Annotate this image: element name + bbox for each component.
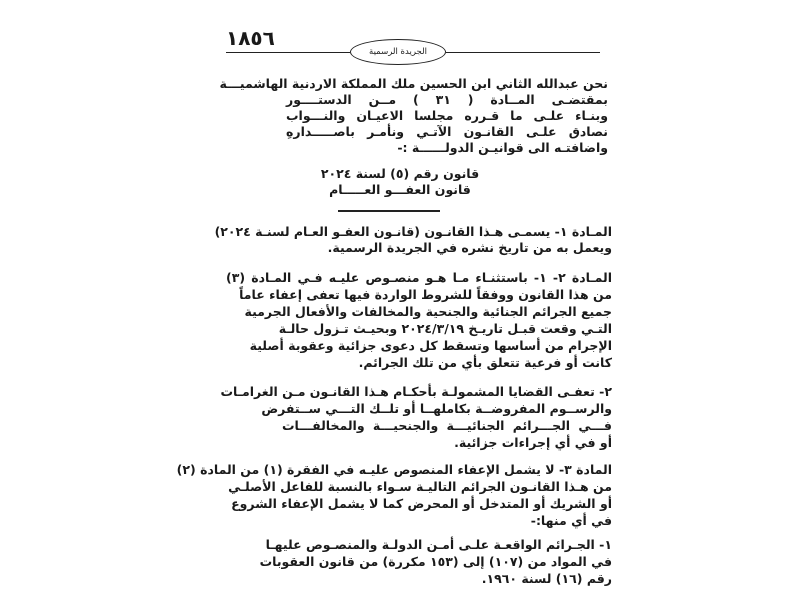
article2-para2-line: والرســوم المفروضــة بكاملهــا أو تلــك التـــي ســتفرض [261,401,612,416]
header-rule-right [446,52,600,53]
article2-line: كانت أو فرعية تتعلق بأي من تلك الجرائم. [358,355,612,370]
law-name-heading: قانون العفـــو العـــــام [329,182,471,197]
article3-line: من هـذا القانـون الجرائم التاليـة سـواء بالنسبة للفاعل الأصلـي [228,479,612,494]
article3-item1-line: رقم (١٦) لسنة ١٩٦٠. [481,571,612,586]
article2-para2-line: فـــي الجـــرائم الجنائيـــة والجنحيـــة والمخالفـــات [282,418,612,433]
article3-line: أو الشريك أو المتدخل أو المحرض كما لا يشمل الإعفاء الشروع [231,496,612,511]
article3-line: في أي منها:- [530,513,612,528]
title-divider [338,210,440,212]
preamble-line: بمقتضـى المــادة ( ٣١ ) مــن الدستــــور [286,92,608,107]
page-number: ١٨٥٦ [226,26,275,50]
article2-line: جميع الجرائم الجنائية والجنحية والمخالفات والأفعال الجرمية [244,304,612,319]
article2-para2-line: ٢- تعفـى القضايا المشمولـة بأحكـام هـذا القانـون مـن الغرامـات [220,384,612,399]
article2-line: التـي وقعت قبـل تاريـخ ٢٠٢٤/٣/١٩ وبحيـث تـزول حالـة [278,321,612,336]
article2-line: المـادة ٢- ١- باستثنـاء مـا هـو منصـوص عليـه فـي المـادة (٣) [226,270,612,285]
preamble-line: وبنـاء علـى ما قـرره مجلسا الاعيـان والنـــواب [286,108,608,123]
article2-para2-line: أو في أي إجراءات جزائية. [454,435,612,450]
preamble-line: نصادق علـى القانـون الآتـي ونأمـر باصـــــدارهِ [286,124,608,139]
law-number-heading: قانون رقم (٥) لسنة ٢٠٢٤ [320,166,480,181]
preamble-line: واضافتـه الى قوانيـن الدولــــــة :- [397,140,608,155]
header-rule-left [226,52,350,53]
preamble-line: نحن عبدالله الثاني ابن الحسين ملك المملكة الاردنية الهاشميـــة [219,76,608,91]
gazette-label: الجريدة الرسمية [369,47,427,57]
article2-line: من هذا القانون ووفقاً للشروط الواردة فيها تعفى إعفاء عاماً [239,287,612,302]
article3-line: المادة ٣- لا يشمل الإعفاء المنصوص عليـه في الفقرة (١) من المادة (٢) [176,462,612,477]
article1-line: المـادة ١- يسمـى هـذا القانـون (قانـون العفـو العـام لسنـة ٢٠٢٤) [214,224,612,239]
article1-line: ويعمل به من تاريخ نشره في الجريدة الرسمية. [327,240,612,255]
gazette-label-oval [350,39,446,65]
article3-item1-line: ١- الجـرائم الواقعـة علـى أمـن الدولـة والمنصـوص عليهـا [265,537,612,552]
article3-item1-line: في المواد من (١٠٧) إلى (١٥٣ مكررة) من قانون العقوبات [259,554,612,569]
article2-line: الإجرام من أساسها وتسقط كل دعوى جزائية وعقوبة أصلية [249,338,612,353]
